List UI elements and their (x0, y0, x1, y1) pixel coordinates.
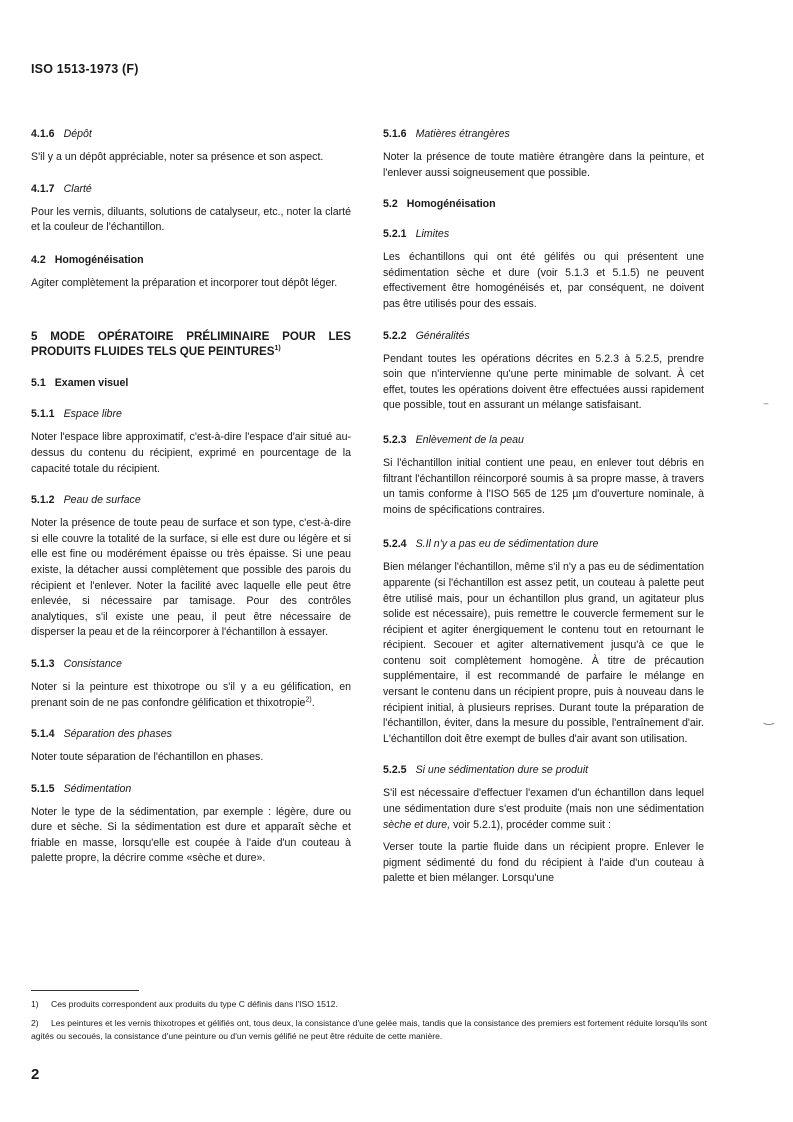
document-header: ISO 1513-1973 (F) (31, 62, 139, 76)
scan-mark: ‿ (764, 711, 774, 725)
section-5-2-4 (383, 538, 704, 747)
section-4-1-6 (31, 128, 351, 166)
paragraph: S'il y a un dépôt appréciable, noter sa présence et son aspect. (31, 151, 324, 163)
section-title: Sédimentation (63, 782, 132, 795)
footnote-number: 2) (31, 1018, 39, 1028)
paragraph: Si l'échantillon initial contient une peau, en enlever tout débris en filtrant l'échantillon réincorporé soumis à sa propre masse, à travers un tamis conforme à l'ISO 565 de 125 µm d'ouverture nominale, à moins de spécifications contraires. (383, 456, 704, 516)
paragraph: Bien mélanger l'échantillon, même s'il n'y a pas eu de sédimentation apparente (si l'échantillon est assez petit, un couteau à palette peut être utilisé mais, pour un échantillon plus grand, un agitateur plus solide est nécessaire), puis remettre le couvercle fermement sur le récipient et agiter énergiquement le contenu tout en retournant le récipient. Secouer et agiter alternativement jusqu'à ce que le contenu soit complètement homogène. À titre de précaution supplémentaire, il est recommandé de parfaire le mélange en versant le contenu dans un récipient propre, puis à nouveau dans le récipient initial, à plusieurs reprises. Durant toute la préparation de l'échantillon, éviter, dans la mesure du possible, l'entraînement d'air. L'échantillon doit être exempt de bulles d'air avant son utilisation. (383, 561, 704, 745)
right-column (383, 128, 704, 887)
section-number: 5.1.2 (31, 494, 55, 507)
section-number: 5.2.3 (383, 433, 407, 446)
section-title: Clarté (63, 182, 92, 195)
section-5 (31, 329, 351, 359)
section-number: 5.1 (31, 377, 46, 390)
section-title: Examen visuel (54, 377, 129, 390)
section-4-1-7 (31, 183, 351, 236)
paragraph: Noter le type de la sédimentation, par exemple : légère, dure ou dure et sèche. Si la sédimentation est dure et apparaît sèche et friable en masse, lorsqu'elle est coupée à l'aide d'un couteau à palette propre, la décrire comme «sèche et dure». (31, 805, 351, 865)
footnote-ref: 2) (305, 695, 312, 703)
paragraph: Les échantillons qui ont été gélifés ou qui présentent une sédimentation sèche et dure (voir 5.1.3 et 5.1.5) ne peuvent effectivement être homogénéisés et, par conséquent, ne doivent pas être utilisés pour des essais. (383, 251, 704, 310)
footnote-rule (31, 990, 139, 991)
section-5-2-5 (383, 764, 704, 887)
section-number: 5.1.4 (31, 728, 55, 741)
paragraph: Pour les vernis, diluants, solutions de catalyseur, etc., noter la clarté et la couleur de l'échantillon. (31, 205, 351, 234)
paragraph (383, 786, 704, 833)
section-5-2-2 (383, 330, 704, 414)
page-number: 2 (31, 1066, 40, 1083)
chapter-title: 5 MODE OPÉRATOIRE PRÉLIMINAIRE POUR LES PRODUITS FLUIDES TELS QUE PEINTURES (31, 330, 351, 359)
section-5-1-2 (31, 494, 351, 641)
paragraph: Pendant toutes les opérations décrites en 5.2.3 à 5.2.5, prendre soin que n'intervienne qu'une perte minimable de solvant. À cet effet, toutes les opérations doivent être effectuées aussi rapidement que possible, tout en assurant un mélange satisfaisant. (383, 352, 704, 412)
paragraph: Noter la présence de toute peau de surface et son type, c'est-à-dire si elle couvre la totalité de la surface, si elle est dure ou légère et si elle est fine ou modérément épaisse ou très épaisse. Si une peau existe, la détacher aussi complètement que possible des parois du récipient et l'enlever. Noter la facilité avec laquelle elle peut être enlevée, si nécessaire par tamisage. Pour des contrôles analytiques, s'il existe une peau, il peut être nécessaire de disperser la peau et de la réincorporer à l'échantillon à essayer. (31, 517, 351, 639)
section-title: Matières étrangères (415, 128, 510, 140)
section-title: Homogénéisation (406, 198, 496, 211)
section-number: 5.2 (383, 198, 398, 211)
section-5-1-3 (31, 658, 351, 711)
section-title: Si une sédimentation dure se produit (415, 764, 589, 777)
paragraph: Noter la présence de toute matière étrangère dans la peinture, et l'enlever aussi soigneusement que possible. (383, 151, 704, 179)
section-number: 5.1.5 (31, 782, 55, 795)
section-number: 5.2.4 (383, 538, 407, 551)
section-title: Espace libre (63, 408, 122, 421)
paragraph-italic: sèche et dure, (383, 818, 451, 831)
section-5-2-1 (383, 228, 704, 312)
section-5-1-4 (31, 728, 351, 766)
paragraph: Agiter complètement la préparation et incorporer tout dépôt léger. (31, 276, 338, 289)
section-title: Peau de surface (63, 494, 141, 507)
section-title: Consistance (63, 657, 122, 670)
section-4-2 (31, 254, 351, 292)
section-5-1-6 (383, 128, 704, 181)
section-number: 5.1.3 (31, 657, 55, 670)
footnote-text: Les peintures et les vernis thixotropes et gélifiés ont, tous deux, la consistance d'une gelée mais, tandis que la consistance des premiers est fortement réduite lorsqu'ils sont agités ou secoués, la consistance d'une peinture ou d'un vernis gélifié ne peut être réduite de cette manière. (31, 1018, 707, 1041)
footnote-number: 1) (31, 999, 39, 1009)
footnote-ref: 1) (274, 345, 281, 353)
paragraph: Verser toute la partie fluide dans un récipient propre. Enlever le pigment sédimenté du fond du récipient à l'aide d'un couteau à palette et bien mélanger. Lorsqu'une (383, 841, 704, 885)
paragraph: Noter l'espace libre approximatif, c'est-à-dire l'espace d'air situé au-dessus du contenu du récipient, exprimé en pourcentage de la capacité totale du récipient. (31, 431, 351, 475)
section-5-1-5 (31, 783, 351, 867)
section-number: 4.1.7 (31, 182, 55, 195)
footnote-text: Ces produits correspondent aux produits du type C définis dans l'ISO 1512. (51, 999, 338, 1009)
section-5-2-3 (383, 434, 704, 518)
section-number: 5.2.2 (383, 329, 407, 342)
paragraph (31, 680, 351, 711)
section-5-1-1 (31, 408, 351, 477)
section-5-2 (383, 198, 704, 211)
paragraph-text: S'il est nécessaire d'effectuer l'examen d'un échantillon dans lequel une sédimentation dure s'est produite (mais non une sédimentation (383, 787, 704, 816)
paragraph-text: Noter si la peinture est thixotrope ou s'il y a eu gélification, en prenant soin de ne pas confondre gélification et thixotropie (31, 680, 351, 709)
paragraph-text: voir 5.2.1), procéder comme suit : (453, 818, 611, 831)
paragraph-end: . (311, 696, 315, 709)
section-number: 5.1.1 (31, 408, 55, 421)
footnote-2 (31, 1017, 707, 1043)
section-number: 5.2.5 (383, 764, 407, 777)
footnote-1 (31, 998, 707, 1011)
section-title: Homogénéisation (54, 253, 144, 266)
section-title: Séparation des phases (63, 728, 172, 741)
section-title: Dépôt (63, 128, 92, 140)
section-title: S.Il n'y a pas eu de sédimentation dure (415, 538, 599, 551)
section-number: 5.1.6 (383, 128, 407, 140)
left-column (31, 128, 351, 867)
section-title: Limites (415, 228, 450, 241)
section-5-1 (31, 377, 351, 390)
scan-mark: ‾ (764, 402, 768, 416)
section-title: Généralités (415, 329, 470, 342)
section-title: Enlèvement de la peau (415, 433, 524, 446)
paragraph: Noter toute séparation de l'échantillon en phases. (31, 751, 264, 764)
section-number: 5.2.1 (383, 228, 407, 241)
section-number: 4.1.6 (31, 128, 55, 140)
section-number: 4.2 (31, 253, 46, 266)
